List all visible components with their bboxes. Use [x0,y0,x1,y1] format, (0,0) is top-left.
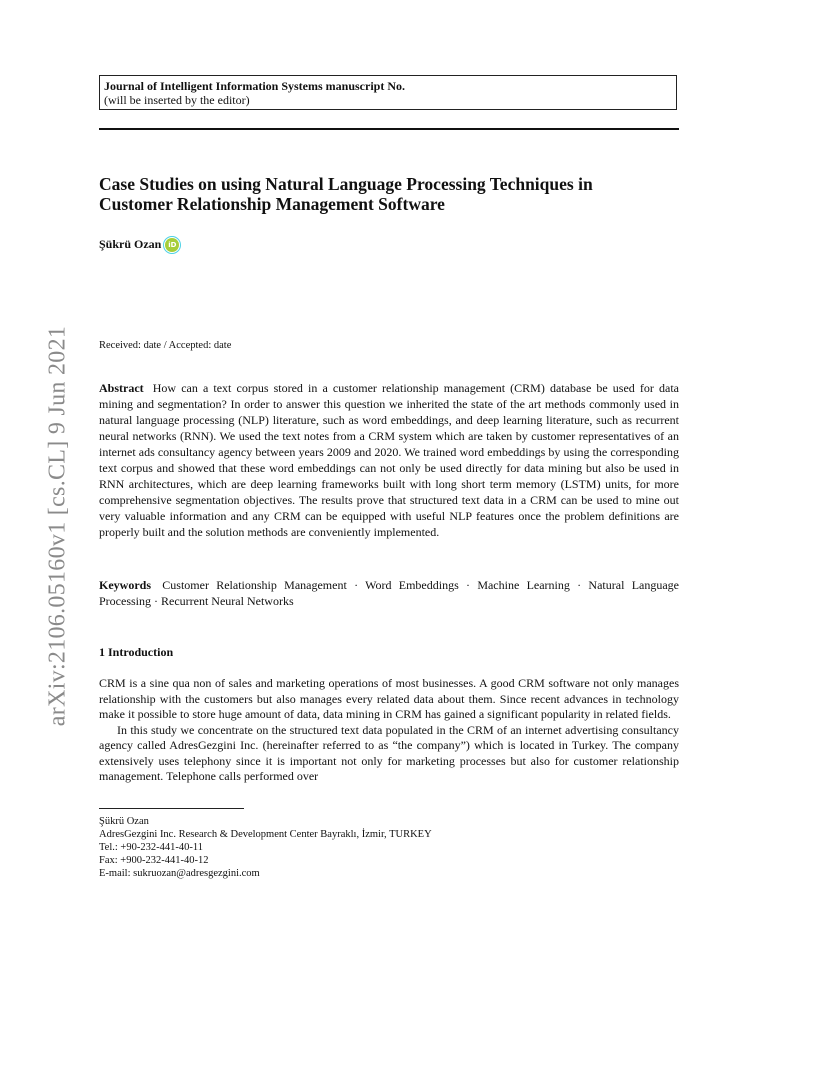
journal-name: Journal of Intelligent Information Systems manuscript No. [104,79,406,93]
keywords-label: Keywords [99,578,151,592]
paper-title [99,174,699,214]
footnote-fax: Fax: +900-232-441-40-12 [99,855,209,866]
footnote-name: Şükrü Ozan [99,816,149,827]
title-line-1: Case Studies on using Natural Language Processing Techniques in [99,174,593,194]
abstract-label: Abstract [99,381,144,395]
abstract [99,380,679,540]
footnote-tel: Tel.: +90-232-441-40-11 [99,842,203,853]
author-name: Şükrü Ozan [99,237,162,251]
header-rule [99,128,679,130]
intro-paragraph-1: CRM is a sine qua non of sales and marketing operations of most businesses. A good CRM software not only manages relationship with the customers but also manages every related data about them. Since recent advances in technology make it possible to store huge amount of data, data mining in CRM has gained a significant popularity in related fields. [99,676,679,721]
title-line-2: Customer Relationship Management Software [99,194,445,214]
footnote-affiliation: AdresGezgini Inc. Research & Development Center Bayraklı, İzmir, TURKEY [99,829,432,840]
footnote-email[interactable]: E-mail: sukruozan@adresgezgini.com [99,868,260,879]
journal-header-box [99,75,677,110]
author-footnote [99,815,432,880]
editor-note: (will be inserted by the editor) [104,93,250,107]
abstract-text: How can a text corpus stored in a customer relationship management (CRM) database be used for data mining and segmentation? In order to answer this question we inherited the state of the art methods commonly used in natural language processing (NLP) literature, such as word embeddings, and deep learning literature, such as recurrent neural networks (RNN). We used the text notes from a CRM system which are taken by customer representatives of an internet ads consultancy agency between years 2009 and 2020. We trained word embeddings by using the corresponding text corpus and showed that these word embeddings can not only be used directly for data mining but also be used in RNN architectures, which are deep learning frameworks built with long short term memory (LSTM) units, for more comprehensive segmentation objectives. The results prove that structured text data in a CRM can be used to mine out very valuable information and any CRM can be equipped with useful NLP features once the problem definitions are properly built and the solution methods are conveniently implemented. [99,381,679,539]
keywords [99,577,679,609]
footnote-rule [99,808,244,809]
arxiv-identifier-stamp: arXiv:2106.05160v1 [cs.CL] 9 Jun 2021 [44,325,71,727]
intro-paragraph-2: In this study we concentrate on the structured text data populated in the CRM of an internet advertising consultancy agency called AdresGezgini Inc. (hereinafter referred to as “the company”) which is located in Turkey. The company extensively uses telephony since it is important not only for marketing processes but also for customer relationship management. Telephone calls performed over [99,722,679,783]
author-line [99,237,179,252]
introduction-body [99,676,679,785]
orcid-icon[interactable]: iD [165,238,179,252]
received-date: Received: date / Accepted: date [99,340,232,351]
keywords-text: Customer Relationship Management · Word Embeddings · Machine Learning · Natural Language Processing · Recurrent Neural Networks [99,578,679,608]
section-heading-introduction: 1 Introduction [99,645,174,659]
